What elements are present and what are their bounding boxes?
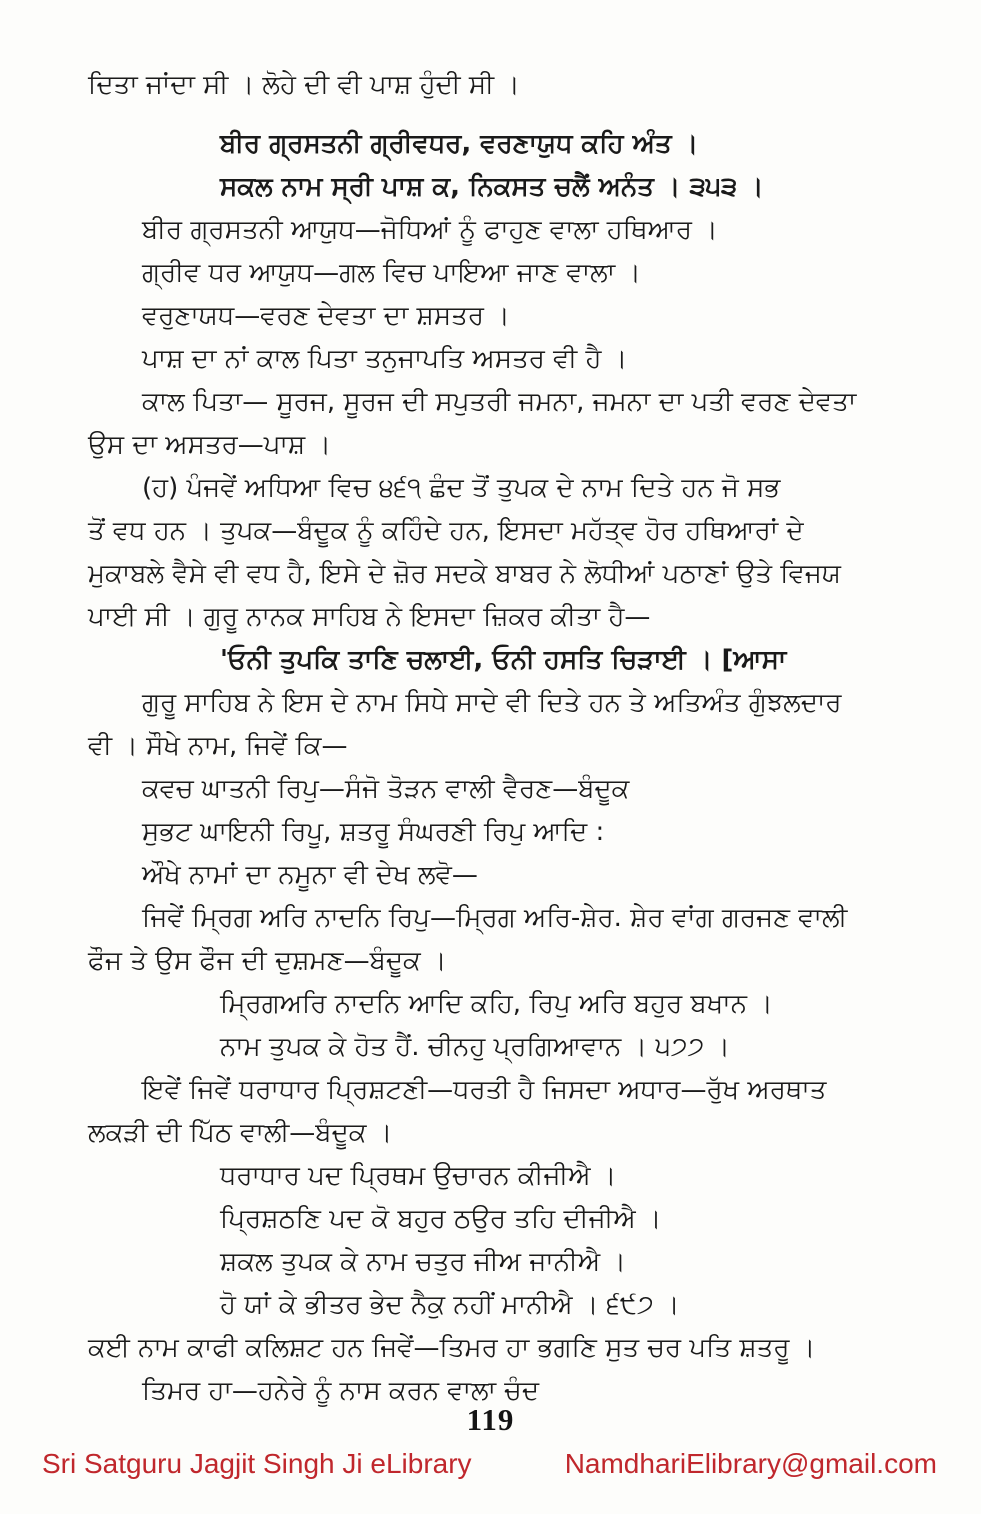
- text-line: ਬੀਰ ਗ੍ਰਸਤਨੀ ਆਯੁਧ—ਜੋਧਿਆਂ ਨੂੰ ਫਾਹੁਣ ਵਾਲਾ ਹਥਿਆਰ ।: [142, 215, 718, 245]
- text-line: ਬੀਰ ਗ੍ਰਸਤਨੀ ਗ੍ਰੀਵਧਰ, ਵਰਣਾਯੁਧ ਕਹਿ ਅੰਤ ।: [220, 129, 699, 159]
- text-line: ਸ਼ਕਲ ਤੁਪਕ ਕੇ ਨਾਮ ਚਤੁਰ ਜੀਅ ਜਾਨੀਐ ।: [220, 1247, 626, 1277]
- elibrary-footer: [42, 1448, 937, 1480]
- text-line: ਜਿਵੇਂ ਮ੍ਰਿਗ ਅਰਿ ਨਾਦਨਿ ਰਿਪੁ—ਮ੍ਰਿਗ ਅਰਿ-ਸ਼ੇਰ. ਸ਼ੇਰ ਵਾਂਗ ਗਰਜਣ ਵਾਲੀ: [142, 903, 848, 933]
- footer-library-name: Sri Satguru Jagjit Singh Ji eLibrary: [42, 1448, 472, 1479]
- text-line: ਦਿਤਾ ਜਾਂਦਾ ਸੀ । ਲੋਹੇ ਦੀ ਵੀ ਪਾਸ਼ ਹੁੰਦੀ ਸੀ ।: [88, 70, 520, 100]
- text-line: ਔਖੇ ਨਾਮਾਂ ਦਾ ਨਮੂਨਾ ਵੀ ਦੇਖ ਲਵੋ—: [142, 860, 478, 890]
- text-line: ਵਰੁਣਾਯਧ—ਵਰਣ ਦੇਵਤਾ ਦਾ ਸ਼ਸਤਰ ।: [142, 301, 510, 331]
- text-line: ਮੁਕਾਬਲੇ ਵੈਸੇ ਵੀ ਵਧ ਹੈ, ਇਸੇ ਦੇ ਜ਼ੋਰ ਸਦਕੇ ਬਾਬਰ ਨੇ ਲੋਧੀਆਂ ਪਠਾਣਾਂ ਉਤੇ ਵਿਜਯ: [88, 559, 841, 589]
- text-line: ਫੌਜ ਤੇ ਉਸ ਫੌਜ ਦੀ ਦੁਸ਼ਮਣ—ਬੰਦੂਕ ।: [88, 946, 447, 976]
- text-line: ਮ੍ਰਿਗਅਰਿ ਨਾਦਨਿ ਆਦਿ ਕਹਿ, ਰਿਪੁ ਅਰਿ ਬਹੁਰ ਬਖਾਨ ।: [220, 989, 773, 1019]
- text-line: ਕਈ ਨਾਮ ਕਾਫੀ ਕਲਿਸ਼ਟ ਹਨ ਜਿਵੇਂ—ਤਿਮਰ ਹਾ ਭਗਣਿ ਸੁਤ ਚਰ ਪਤਿ ਸ਼ਤਰੂ ।: [88, 1333, 816, 1363]
- text-line: ਪਾਈ ਸੀ । ਗੁਰੂ ਨਾਨਕ ਸਾਹਿਬ ਨੇ ਇਸਦਾ ਜ਼ਿਕਰ ਕੀਤਾ ਹੈ—: [88, 602, 651, 632]
- text-line: ਪ੍ਰਿਸ਼ਠਣਿ ਪਦ ਕੋ ਬਹੁਰ ਠਉਰ ਤਹਿ ਦੀਜੀਐ ।: [220, 1204, 662, 1234]
- footer-email: NamdhariElibrary@gmail.com: [564, 1448, 937, 1479]
- text-line: ਧਰਾਧਾਰ ਪਦ ਪ੍ਰਿਥਮ ਉਚਾਰਨ ਕੀਜੀਐ ।: [220, 1161, 617, 1191]
- text-line: ਪਾਸ਼ ਦਾ ਨਾਂ ਕਾਲ ਪਿਤਾ ਤਨੁਜਾਪਤਿ ਅਸਤਰ ਵੀ ਹੈ ।: [142, 344, 628, 374]
- body-text-block: [0, 64, 981, 1413]
- text-line: ਵੀ । ਸੌਖੇ ਨਾਮ, ਜਿਵੇਂ ਕਿ—: [88, 731, 348, 761]
- text-line: ਗ੍ਰੀਵ ਧਰ ਆਯੁਧ—ਗਲ ਵਿਚ ਪਾਇਆ ਜਾਣ ਵਾਲਾ ।: [142, 258, 641, 288]
- text-line: ਕਵਚ ਘਾਤਨੀ ਰਿਪੁ—ਸੰਜੋ ਤੋੜਨ ਵਾਲੀ ਵੈਰਣ—ਬੰਦੂਕ: [142, 774, 630, 804]
- text-line: (ਹ) ਪੰਜਵੇਂ ਅਧਿਆ ਵਿਚ ੪੬੧ ਛੰਦ ਤੋਂ ਤੁਪਕ ਦੇ ਨਾਮ ਦਿਤੇ ਹਨ ਜੋ ਸਭ: [142, 473, 781, 503]
- text-line: 'ਓਨੀ ਤੁਪਕਿ ਤਾਣਿ ਚਲਾਈ, ਓਨੀ ਹਸਤਿ ਚਿੜਾਈ । [ਆਸਾ: [220, 645, 787, 675]
- page-number: 119: [466, 1402, 515, 1437]
- text-line: ਇਵੇਂ ਜਿਵੇਂ ਧਰਾਧਾਰ ਪ੍ਰਿਸ਼ਟਣੀ—ਧਰਤੀ ਹੈ ਜਿਸਦਾ ਅਧਾਰ—ਰੁੱਖ ਅਰਥਾਤ: [142, 1075, 827, 1105]
- text-line: ਨਾਮ ਤੁਪਕ ਕੇ ਹੋਤ ਹੈਂ. ਚੀਨਹੁ ਪ੍ਰਗਿਆਵਾਨ । ੫੭੭ ।: [220, 1032, 730, 1062]
- text-line: ਸੁਭਟ ਘਾਇਨੀ ਰਿਪੂ, ਸ਼ਤਰੂ ਸੰਘਰਣੀ ਰਿਪੁ ਆਦਿ :: [142, 817, 605, 847]
- text-line: ਉਸ ਦਾ ਅਸਤਰ—ਪਾਸ਼ ।: [88, 430, 332, 460]
- text-line: ਸਕਲ ਨਾਮ ਸ੍ਰੀ ਪਾਸ਼ ਕ, ਨਿਕਸਤ ਚਲੈਂ ਅਨੰਤ । ੩੫੩ ।: [220, 172, 764, 202]
- text-line: ਗੁਰੂ ਸਾਹਿਬ ਨੇ ਇਸ ਦੇ ਨਾਮ ਸਿਧੇ ਸਾਦੇ ਵੀ ਦਿਤੇ ਹਨ ਤੇ ਅਤਿਅੰਤ ਗੁੰਝਲਦਾਰ: [142, 688, 842, 718]
- text-line: ਹੋ ਯਾਂ ਕੇ ਭੀਤਰ ਭੇਦ ਨੈਕੁ ਨਹੀਂ ਮਾਨੀਐ । ੬੯੭ ।: [220, 1290, 680, 1320]
- text-line: ਤਿਮਰ ਹਾ—ਹਨੇਰੇ ਨੂੰ ਨਾਸ ਕਰਨ ਵਾਲਾ ਚੰਦ: [142, 1376, 540, 1406]
- text-line: ਤੋਂ ਵਧ ਹਨ । ਤੁਪਕ—ਬੰਦੂਕ ਨੂੰ ਕਹਿੰਦੇ ਹਨ, ਇਸਦਾ ਮਹੱਤ੍ਵ ਹੋਰ ਹਥਿਆਰਾਂ ਦੇ: [88, 516, 804, 546]
- text-line: ਕਾਲ ਪਿਤਾ— ਸੂਰਜ, ਸੂਰਜ ਦੀ ਸਪੁਤਰੀ ਜਮਨਾ, ਜਮਨਾ ਦਾ ਪਤੀ ਵਰਣ ਦੇਵਤਾ: [142, 387, 857, 417]
- text-line: ਲਕੜੀ ਦੀ ਪਿੱਠ ਵਾਲੀ—ਬੰਦੂਕ ।: [88, 1118, 393, 1148]
